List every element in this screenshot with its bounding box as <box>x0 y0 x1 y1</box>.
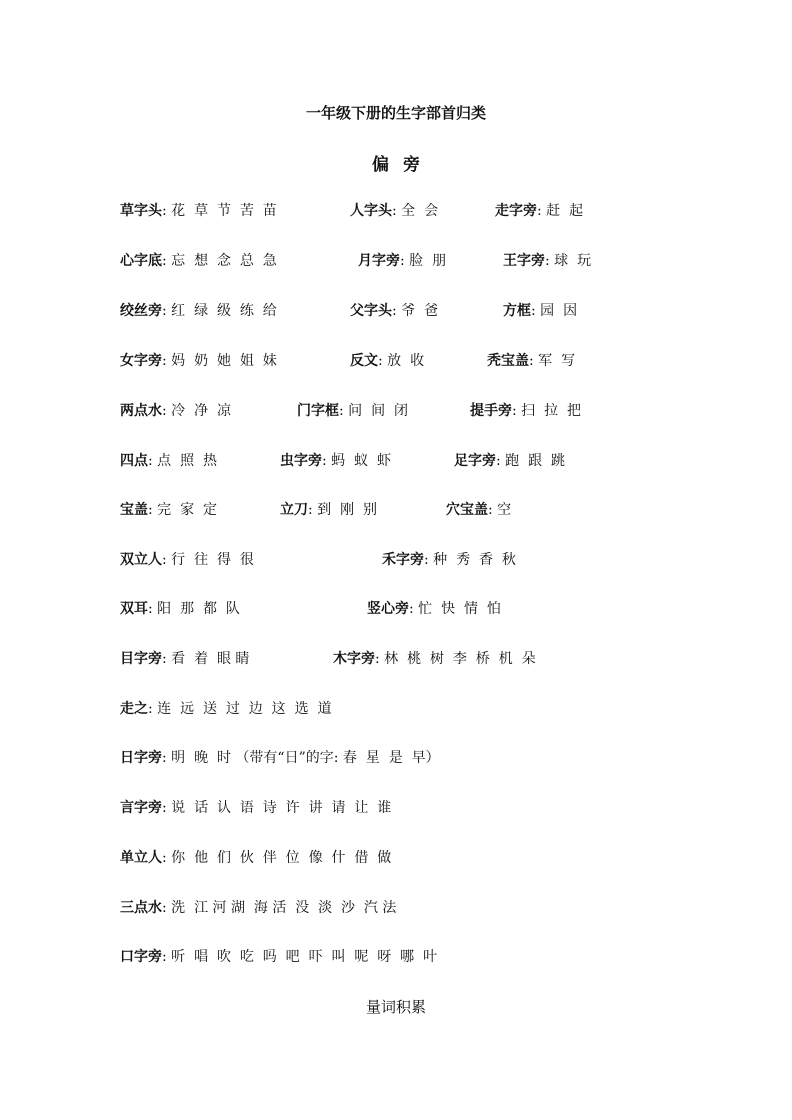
radical-name: 秃宝盖 <box>487 353 529 369</box>
radical-characters: : 明 晚 时 （带有“日”的字: 春 星 是 早） <box>162 750 440 766</box>
radical-name: 草字头 <box>120 203 162 219</box>
radical-entry <box>487 350 575 372</box>
radical-characters: : 说 话 认 语 诗 许 讲 请 让 谁 <box>162 800 392 816</box>
radical-name: 提手旁 <box>470 403 512 419</box>
radical-characters: : 花 草 节 苦 苗 <box>162 203 277 219</box>
radical-characters: : 冷 净 凉 <box>162 403 231 419</box>
radical-entry <box>350 350 424 372</box>
radical-entry <box>120 847 391 869</box>
radical-characters: : 红 绿 级 练 给 <box>162 303 277 319</box>
radical-name: 三点水 <box>120 900 162 916</box>
radical-characters: : 连 远 送 过 边 这 选 道 <box>148 701 332 717</box>
radical-entry <box>120 250 277 272</box>
radical-entry <box>367 598 501 620</box>
radical-characters: : 阳 那 都 队 <box>148 601 240 617</box>
radical-name: 绞丝旁 <box>120 303 162 319</box>
radical-characters: : 忙 快 情 怕 <box>409 601 501 617</box>
radical-entry <box>495 200 583 222</box>
radical-entry <box>120 200 277 222</box>
radical-characters: : 放 收 <box>378 353 425 369</box>
radical-entry <box>120 897 396 919</box>
radical-characters: : 听 唱 吹 吃 吗 吧 吓 叫 呢 呀 哪 叶 <box>162 949 438 965</box>
radical-name: 方框 <box>503 303 531 319</box>
radical-name: 走之 <box>120 701 148 717</box>
radical-name: 口字旁 <box>120 949 162 965</box>
radical-characters: : 全 会 <box>392 203 439 219</box>
radical-characters: : 洗 江 河 湖 海 活 没 淡 沙 汽 法 <box>162 900 397 916</box>
radical-name: 禾字旁 <box>382 552 424 568</box>
radical-name: 日字旁 <box>120 750 162 766</box>
radical-entry <box>280 450 391 472</box>
radical-name: 女字旁 <box>120 353 162 369</box>
radical-name: 宝盖 <box>120 502 148 518</box>
radical-characters: : 看 着 眼 睛 <box>162 651 250 667</box>
section-heading: 偏旁 <box>372 155 434 175</box>
radical-characters: : 行 往 得 很 <box>162 552 254 568</box>
radical-name: 走字旁 <box>495 203 537 219</box>
radical-characters: : 蚂 蚁 虾 <box>322 453 391 469</box>
radical-name: 双耳 <box>120 601 148 617</box>
radical-entry <box>120 946 437 968</box>
radical-characters: : 跑 跟 跳 <box>496 453 565 469</box>
radical-characters: : 种 秀 香 秋 <box>424 552 516 568</box>
radical-characters: : 忘 想 念 总 急 <box>162 253 277 269</box>
radical-characters: : 赶 起 <box>537 203 584 219</box>
radical-entry <box>350 300 438 322</box>
radical-entry <box>503 300 577 322</box>
radical-name: 单立人 <box>120 850 162 866</box>
radical-name: 月字旁 <box>358 253 400 269</box>
radical-characters: : 林 桃 树 李 桥 机 朵 <box>375 651 536 667</box>
radical-name: 心字底 <box>120 253 162 269</box>
radical-characters: : 球 玩 <box>545 253 592 269</box>
radical-name: 穴宝盖 <box>446 502 488 518</box>
radical-name: 立刀 <box>280 502 308 518</box>
radical-entry <box>446 499 511 521</box>
radical-name: 父字头 <box>350 303 392 319</box>
radical-name: 木字旁 <box>333 651 375 667</box>
radical-characters: : 点 照 热 <box>148 453 217 469</box>
radical-name: 目字旁 <box>120 651 162 667</box>
radical-entry <box>120 549 254 571</box>
radical-entry <box>120 698 331 720</box>
radical-characters: : 爷 爸 <box>392 303 439 319</box>
radical-entry <box>350 200 438 222</box>
radical-entry <box>503 250 591 272</box>
radical-characters: : 到 刚 别 <box>308 502 377 518</box>
radical-entry <box>120 747 440 769</box>
radical-entry <box>120 350 277 372</box>
radical-name: 四点 <box>120 453 148 469</box>
radical-name: 虫字旁 <box>280 453 322 469</box>
radical-entry <box>120 648 249 670</box>
radical-name: 双立人 <box>120 552 162 568</box>
radical-characters: : 你 他 们 伙 伴 位 像 什 借 做 <box>162 850 392 866</box>
radical-entry <box>280 499 377 521</box>
radical-entry <box>120 797 391 819</box>
radical-name: 两点水 <box>120 403 162 419</box>
radical-name: 竖心旁 <box>367 601 409 617</box>
radical-entry <box>382 549 516 571</box>
radical-characters: : 园 因 <box>531 303 578 319</box>
radical-characters: : 妈 奶 她 姐 妹 <box>162 353 277 369</box>
radical-entry <box>120 450 217 472</box>
radical-entry <box>120 300 277 322</box>
radical-entry <box>470 400 581 422</box>
radical-characters: : 脸 朋 <box>400 253 447 269</box>
radical-name: 王字旁 <box>503 253 545 269</box>
radical-characters: : 空 <box>488 502 512 518</box>
radical-name: 门字框 <box>297 403 339 419</box>
radical-characters: : 扫 拉 把 <box>512 403 581 419</box>
radical-entry <box>297 400 408 422</box>
radical-entry <box>120 400 231 422</box>
radical-name: 反文 <box>350 353 378 369</box>
next-section-heading: 量词积累 <box>365 998 426 1016</box>
radical-name: 言字旁 <box>120 800 162 816</box>
radical-name: 人字头 <box>350 203 392 219</box>
radical-entry <box>358 250 446 272</box>
radical-characters: : 完 家 定 <box>148 502 217 518</box>
radical-entry <box>120 499 217 521</box>
radical-entry <box>120 598 240 620</box>
radical-entry <box>454 450 565 472</box>
document-title: 一年级下册的生字部首归类 <box>305 104 486 122</box>
radical-entry <box>333 648 536 670</box>
radical-characters: : 问 间 闭 <box>339 403 408 419</box>
radical-characters: : 军 写 <box>529 353 576 369</box>
radical-name: 足字旁 <box>454 453 496 469</box>
